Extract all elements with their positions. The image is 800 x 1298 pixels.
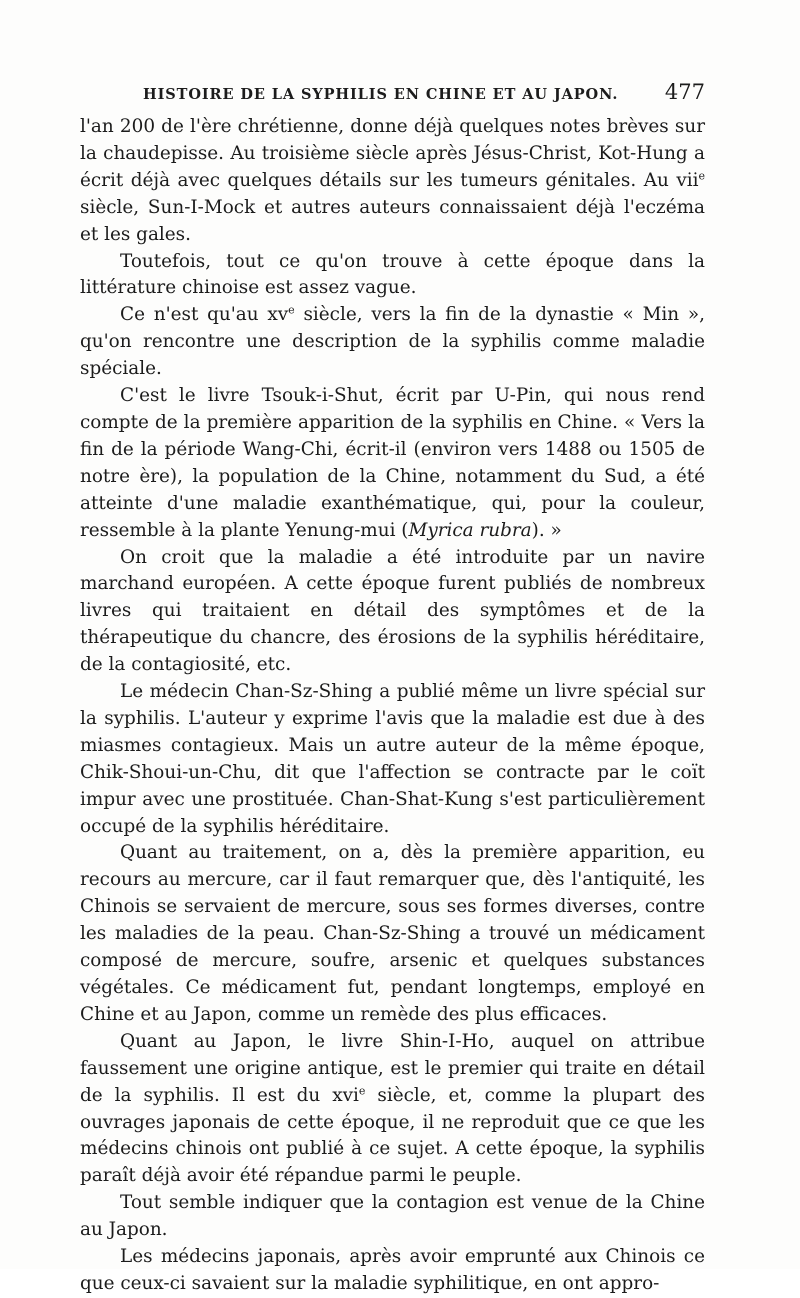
paragraph-8-continuation: siècle, et, comme la plupart des ouvrages japonais de cette époque, il ne reproduit que ce que les médecins chinois ont publié à ce sujet. A cette époque, la syphilis paraît déjà avoir été répandue parmi le peuple.: [80, 1084, 705, 1187]
ordinal-superscript: e: [288, 303, 295, 317]
paragraph-4-closing: ). »: [531, 519, 562, 541]
paragraph-1-continuation: siècle, Sun-I-Mock et autres auteurs connaissaient déjà l'eczéma et les gales.: [80, 196, 705, 245]
latin-plant-name: Myrica rubra: [408, 519, 532, 541]
running-title: HISTOIRE DE LA SYPHILIS EN CHINE ET AU JAPON.: [143, 86, 619, 103]
paragraph-4: [80, 383, 705, 544]
paragraph-5: On croit que la maladie a été introduite par un navire marchand européen. A cette époque furent publiés de nombreux livres qui traitaient en détail des symptômes et de la thérapeutique du chancre, des érosions de la syphilis héréditaire, de la contagiosité, etc.: [80, 546, 705, 676]
page-number: 477: [664, 80, 705, 104]
ordinal-superscript: e: [698, 169, 705, 183]
century-roman-numeral: vii: [676, 169, 699, 191]
paragraph-3-continuation: siècle, vers la fin de la dynastie « Min », qu'on rencontre une description de la syphilis comme maladie spéciale.: [80, 304, 705, 380]
paragraph-8-text: Quant au Japon, le livre Shin-I-Ho, auquel on attribue faussement une origine antique, est le premier qui traite en détail de la syphilis. Il est du: [80, 1030, 705, 1106]
paragraph-7: Quant au traitement, on a, dès la première apparition, eu recours au mercure, car il faut remarquer que, dès l'antiquité, les Chinois se servaient de mercure, sous ses formes diverses, contre les maladies de la peau. Chan-Sz-Shing a trouvé un médicament composé de mercure, soufre, arsenic et quelques substances végétales. Ce médicament fut, pendant longtemps, employé en Chine et au Japon, comme un remède des plus efficaces.: [80, 842, 705, 1025]
paragraph-9: Tout semble indiquer que la contagion est venue de la Chine au Japon.: [80, 1192, 705, 1241]
paragraph-3: [80, 302, 705, 383]
paragraph-1-text: l'an 200 de l'ère chrétienne, donne déjà quelques notes brèves sur la chaudepisse. Au troisième siècle après Jésus-Christ, Kot-Hung a écrit déjà avec quelques détails sur les tumeurs génitales. Au: [80, 116, 705, 191]
paragraph-8: [80, 1029, 705, 1190]
paragraph-10: Les médecins japonais, après avoir emprunté aux Chinois ce que ceux-ci savaient sur la maladie syphilitique, en ont appro-: [80, 1246, 705, 1294]
running-head: [80, 80, 705, 112]
paragraph-1: [80, 114, 705, 249]
paragraph-6: Le médecin Chan-Sz-Shing a publié même un livre spécial sur la syphilis. L'auteur y exprime l'avis que la maladie est due à des miasmes contagieux. Mais un autre auteur de la même époque, Chik-Shoui-un-Chu, dit que l'affection se contracte par le coït impur avec une prostituée. Chan-Shat-Kung s'est particulièrement occupé de la syphilis héréditaire.: [80, 681, 705, 837]
century-roman-numeral: xv: [267, 304, 289, 326]
paragraph-2: Toutefois, tout ce qu'on trouve à cette époque dans la littérature chinoise est assez vague.: [80, 250, 705, 299]
body-text: [80, 114, 705, 1298]
paragraph-4-text: C'est le livre Tsouk-i-Shut, écrit par U-Pin, qui nous rend compte de la première apparition de la syphilis en Chine. « Vers la fin de la période Wang-Chi, écrit-il (environ vers 1488 ou 1505 de notre ère), la population de la Chine, notamment du Sud, a été atteinte d'une maladie exanthématique, qui, pour la couleur, ressemble à la plante Yenung-mui (: [80, 385, 705, 541]
century-roman-numeral: xvi: [332, 1084, 359, 1106]
paragraph-3-text: Ce n'est qu'au: [120, 304, 268, 326]
ordinal-superscript: e: [358, 1084, 366, 1098]
